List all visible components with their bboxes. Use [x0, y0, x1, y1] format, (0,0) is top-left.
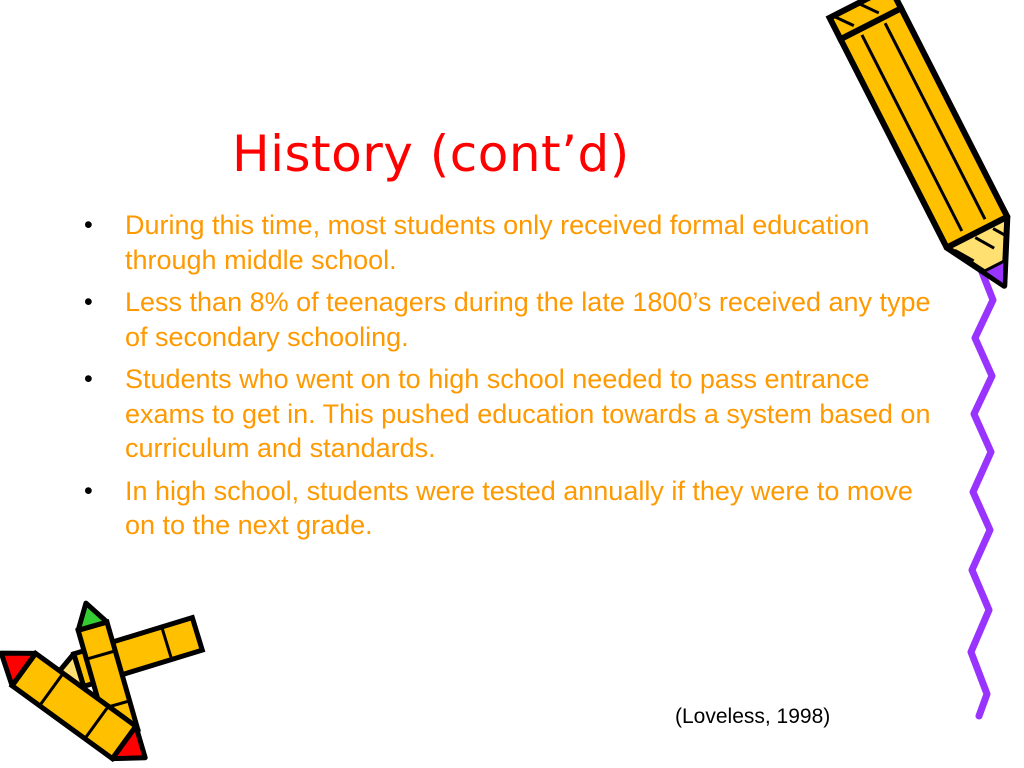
bullet-item [84, 208, 934, 277]
bullet-item [84, 362, 934, 466]
bullet-item [84, 474, 934, 543]
bullet-icon: • [84, 476, 93, 505]
bullet-icon: • [84, 365, 93, 393]
citation: (Loveless, 1998) [675, 705, 831, 728]
bullet-text: In high school, students were tested annually if they were to move on to the next grade. [125, 475, 913, 540]
bullet-list [84, 208, 934, 551]
bullet-text: Less than 8% of teenagers during the late 1800’s received any type of secondary schooling. [125, 287, 931, 352]
crayons-icon [0, 599, 202, 768]
bullet-item [84, 285, 934, 354]
bullet-text: During this time, most students only received formal education through middle school. [125, 210, 870, 275]
bullet-icon: • [84, 288, 93, 316]
bullet-text: Students who went on to high school needed to pass entrance exams to get in. This pushed education towards a system based on curriculum and standards. [125, 364, 931, 463]
squiggle-line [971, 234, 998, 716]
bullet-icon: • [84, 211, 93, 239]
slide-title: History (cont’d) [232, 125, 630, 183]
